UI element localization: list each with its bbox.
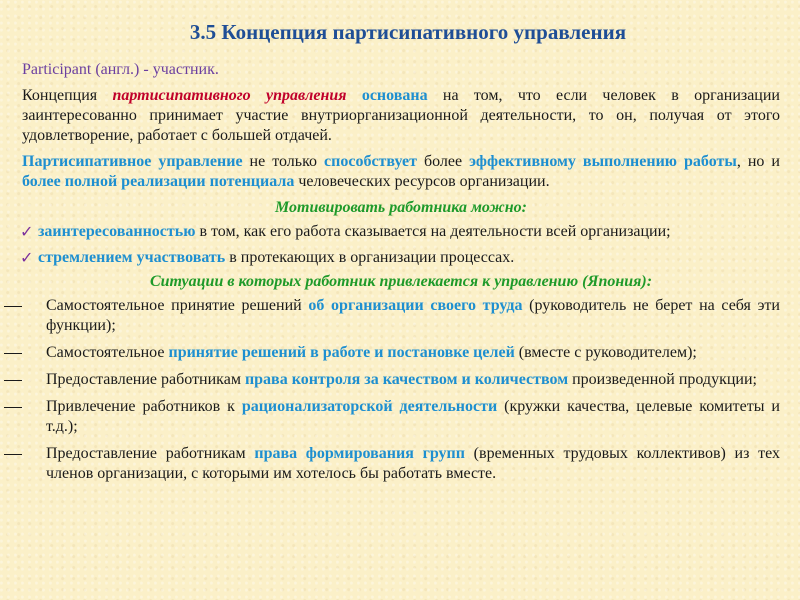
text: Предоставление работникам <box>46 371 245 388</box>
dash-list-item <box>22 296 780 336</box>
text: , но и <box>736 153 780 170</box>
text: (руководитель не берет на себя эти функции); <box>46 297 780 334</box>
text: в протекающих в организации процессах. <box>225 249 515 266</box>
text: (временных трудовых коллективов) из тех членов организации, с которыми им хотелось бы работать вместе. <box>46 445 781 482</box>
dash-list-item <box>22 343 780 363</box>
slide-content <box>22 60 780 491</box>
intro-line: Participant (англ.) - участник. <box>22 61 219 78</box>
text: на том, что если человек в организации заинтересованно принимает участие внутриорганизационной деятельности, то он, получая от этого удовлетворение, работает с большей отдачей. <box>22 87 780 144</box>
text: в том, как его работа сказывается на деятельности всей организации; <box>195 223 671 240</box>
dash-bullet-icon <box>4 407 22 408</box>
checkmark-icon: ✓ <box>20 248 34 267</box>
text <box>346 87 361 104</box>
highlight-term: права формирования групп <box>254 445 465 462</box>
dash-bullet-icon <box>4 380 22 381</box>
text: более <box>416 153 470 170</box>
highlight-term: принятие решений в работе и постановке целей <box>168 344 515 361</box>
text: не только <box>242 153 325 170</box>
text: произведенной продукции; <box>568 371 757 388</box>
situations-heading: Ситуации в которых работник привлекается к управлению (Япония): <box>149 273 653 290</box>
dash-bullet-icon <box>4 353 22 354</box>
paragraph-concept <box>22 86 780 146</box>
highlight-term: Партисипативное управление <box>22 153 243 170</box>
dash-list-item <box>22 397 780 437</box>
paragraph-benefits <box>22 152 780 192</box>
dash-list-item <box>22 444 780 484</box>
dash-list-item <box>22 370 780 390</box>
highlight-term: эффективному выполнению работы <box>469 153 737 170</box>
highlight-term: партисипативного управления <box>112 87 347 104</box>
highlight-term: об организации своего труда <box>308 297 523 314</box>
highlight-term: заинтересованностью <box>38 223 196 240</box>
dash-bullet-icon <box>4 454 22 455</box>
highlight-term: права контроля за качеством и количеством <box>244 371 569 388</box>
text: Самостоятельное принятие решений <box>46 297 309 314</box>
text: Самостоятельное <box>46 344 169 361</box>
text: (вместе с руководителем); <box>514 344 697 361</box>
dash-bullet-icon <box>4 306 22 307</box>
check-list-item <box>22 248 780 268</box>
motivate-heading: Мотивировать работника можно: <box>275 199 527 216</box>
text: человеческих ресурсов организации. <box>294 173 550 190</box>
highlight-term: стремлением участвовать <box>38 249 226 266</box>
text: Привлечение работников к <box>46 398 242 415</box>
checkmark-icon: ✓ <box>20 222 34 241</box>
text: (кружки качества, целевые комитеты и т.д.); <box>46 398 780 435</box>
slide-title: 3.5 Концепция партисипативного управления <box>189 20 627 44</box>
text: Предоставление работникам <box>46 445 255 462</box>
highlight-term: основана <box>361 87 428 104</box>
highlight-term: способствует <box>324 153 417 170</box>
highlight-term: рационализаторской деятельности <box>241 398 498 415</box>
highlight-term: более полной реализации потенциала <box>22 173 295 190</box>
text: Концепция <box>22 87 113 104</box>
check-list-item <box>22 222 780 242</box>
